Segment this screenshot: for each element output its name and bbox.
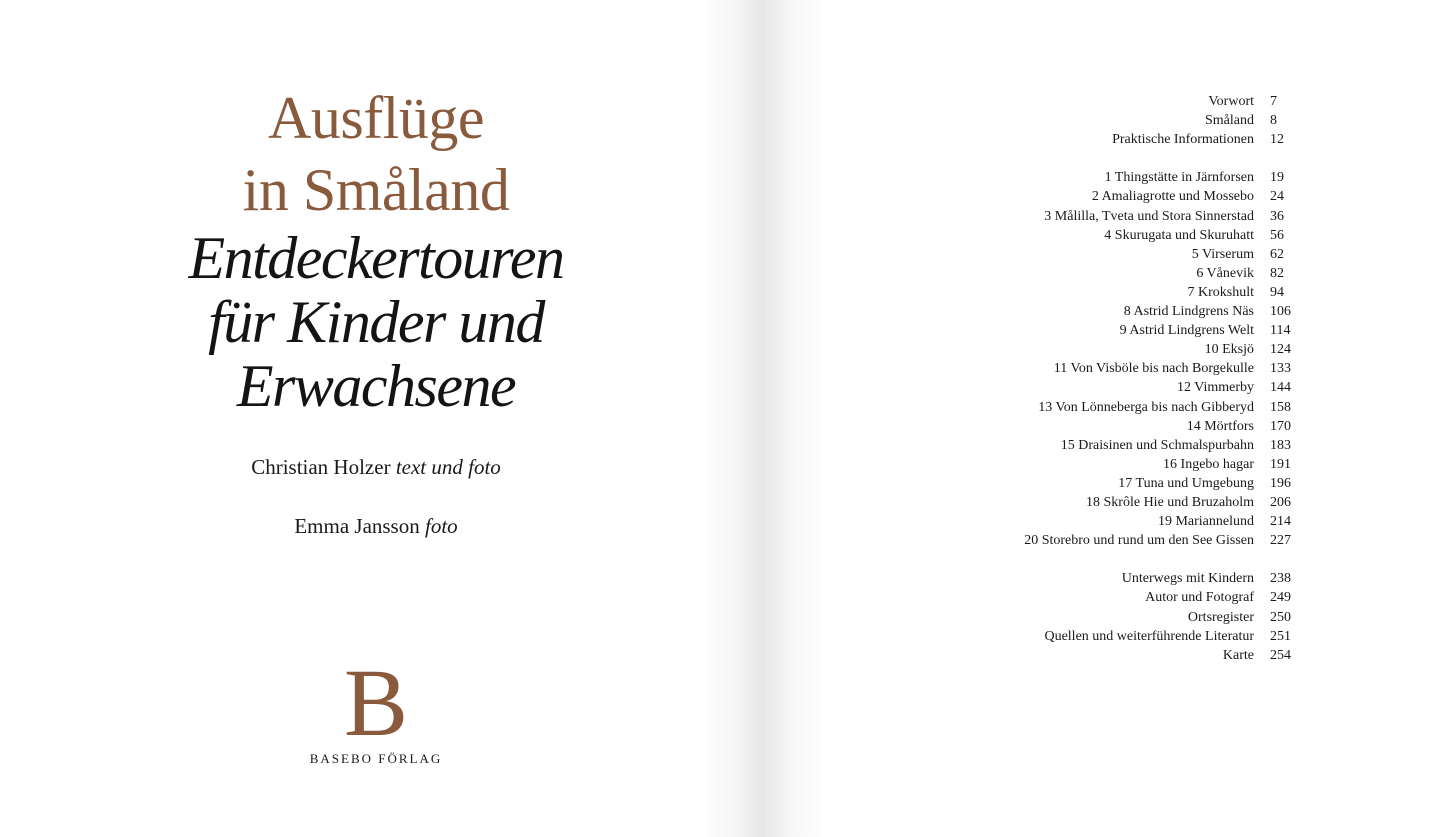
toc-entry bbox=[965, 283, 1305, 302]
book-title-line-2: in Småland bbox=[242, 157, 510, 223]
toc-entry bbox=[965, 398, 1305, 417]
toc-entry-page: 250 bbox=[1270, 609, 1291, 625]
toc-entry bbox=[965, 417, 1305, 436]
toc-spacer bbox=[965, 550, 1305, 569]
book-title-line-1: Ausflüge bbox=[268, 85, 484, 151]
toc-entry-page: 144 bbox=[1270, 380, 1291, 396]
toc-entry-page: 114 bbox=[1270, 323, 1291, 339]
contents-page bbox=[765, 0, 1445, 837]
toc-entry-title: 15 Draisinen und Schmalspurbahn bbox=[1060, 437, 1254, 453]
toc-entry bbox=[965, 455, 1305, 474]
author-credit bbox=[0, 455, 752, 480]
toc-entry bbox=[965, 493, 1305, 512]
toc-entry-page: 82 bbox=[1270, 265, 1284, 281]
toc-entry-title: 12 Vimmerby bbox=[1176, 380, 1254, 396]
toc-entry bbox=[965, 588, 1305, 607]
author-name: Christian Holzer bbox=[251, 455, 391, 479]
toc-entry-title: 2 Amaliagrotte und Mossebo bbox=[1091, 189, 1254, 205]
toc-entry bbox=[965, 627, 1305, 646]
toc-entry-page: 249 bbox=[1270, 590, 1291, 606]
toc-entry-page: 196 bbox=[1270, 475, 1291, 491]
toc-entry-title: Unterwegs mit Kindern bbox=[1121, 571, 1254, 587]
toc-entry-page: 94 bbox=[1270, 284, 1284, 300]
toc-entry-title: Ortsregister bbox=[1187, 609, 1254, 625]
toc-entry-title: 6 Vånevik bbox=[1196, 265, 1254, 281]
toc-entry-title: 20 Storebro und rund um den See Gissen bbox=[1024, 533, 1254, 549]
toc-entry bbox=[965, 569, 1305, 588]
toc-entry bbox=[965, 512, 1305, 531]
toc-entry-title: Autor und Fotograf bbox=[1145, 590, 1254, 606]
toc-entry-title: Vorwort bbox=[1208, 94, 1254, 109]
toc-entry bbox=[965, 187, 1305, 206]
photographer-role: foto bbox=[424, 514, 458, 538]
toc-entry-page: 19 bbox=[1270, 170, 1284, 186]
book-subtitle-line-3: Erwachsene bbox=[236, 353, 516, 419]
toc-entry bbox=[965, 474, 1305, 493]
toc-entry bbox=[965, 359, 1305, 378]
toc-entry-title: Quellen und weiterführende Literatur bbox=[1044, 628, 1254, 644]
book-subtitle-line-2: für Kinder und bbox=[208, 289, 544, 355]
toc-entry bbox=[965, 130, 1305, 149]
toc-entry-page: 191 bbox=[1270, 456, 1291, 472]
toc-entry-page: 214 bbox=[1270, 514, 1291, 530]
toc-entry-page: 8 bbox=[1270, 113, 1277, 129]
toc-entry-page: 170 bbox=[1270, 418, 1291, 434]
toc-entry-title: 14 Mörtfors bbox=[1186, 418, 1254, 434]
toc-entry-title: 13 Von Lönneberga bis nach Gibberyd bbox=[1038, 399, 1254, 415]
toc-entry-page: 62 bbox=[1270, 246, 1284, 262]
toc-entry bbox=[965, 264, 1305, 283]
toc-entry bbox=[965, 608, 1305, 627]
toc-entry-title: 3 Målilla, Tveta und Stora Sinnerstad bbox=[1044, 208, 1254, 224]
toc-entry-page: 206 bbox=[1270, 494, 1291, 510]
toc-entry-title: 17 Tuna und Umgebung bbox=[1118, 475, 1254, 491]
toc-entry bbox=[965, 92, 1305, 111]
book-subtitle-line-1: Entdeckertouren bbox=[188, 225, 564, 291]
photographer-name: Emma Jansson bbox=[294, 514, 420, 538]
toc-entry bbox=[965, 111, 1305, 130]
toc-entry-page: 36 bbox=[1270, 208, 1284, 224]
toc-entry bbox=[965, 321, 1305, 340]
toc-entry-page: 183 bbox=[1270, 437, 1291, 453]
toc-entry-page: 124 bbox=[1270, 342, 1291, 358]
toc-entry-title: 7 Krokshult bbox=[1187, 284, 1254, 300]
toc-entry-page: 227 bbox=[1270, 533, 1291, 549]
toc-entry-page: 238 bbox=[1270, 571, 1291, 587]
toc-entry-page: 7 bbox=[1270, 94, 1277, 109]
toc-entry bbox=[965, 245, 1305, 264]
toc-entry-title: 10 Eksjö bbox=[1204, 342, 1254, 358]
publisher-name: BASEBO FÖRLAG bbox=[309, 751, 443, 766]
toc-entry bbox=[965, 378, 1305, 397]
toc-entry-title: 19 Mariannelund bbox=[1157, 514, 1254, 530]
publisher-logo: B bbox=[343, 649, 409, 756]
toc-entry-page: 251 bbox=[1270, 628, 1291, 644]
toc-entry bbox=[965, 207, 1305, 226]
gutter-shadow-right bbox=[765, 0, 825, 837]
toc-entry-page: 24 bbox=[1270, 189, 1284, 205]
toc-entry-page: 158 bbox=[1270, 399, 1291, 415]
toc-entry-page: 106 bbox=[1270, 304, 1291, 320]
toc-entry bbox=[965, 302, 1305, 321]
toc-entry-title: 16 Ingebo hagar bbox=[1163, 456, 1254, 472]
toc-entry-page: 12 bbox=[1270, 132, 1284, 148]
toc-entry-title: 9 Astrid Lindgrens Welt bbox=[1119, 323, 1254, 339]
toc-entry-title: 5 Virserum bbox=[1191, 246, 1254, 262]
toc-entry-title: 18 Skrôle Hie und Bruzaholm bbox=[1086, 494, 1254, 510]
toc-entry bbox=[965, 436, 1305, 455]
toc-entry-title: 8 Astrid Lindgrens Näs bbox=[1123, 304, 1254, 320]
toc-entry-page: 254 bbox=[1270, 647, 1291, 663]
toc-entry-page: 56 bbox=[1270, 227, 1284, 243]
author-role: text und foto bbox=[395, 455, 501, 479]
toc-entry bbox=[965, 340, 1305, 359]
toc-spacer bbox=[965, 149, 1305, 168]
toc-entry bbox=[965, 531, 1305, 550]
photographer-credit bbox=[0, 514, 752, 539]
toc-entry-title: 11 Von Visböle bis nach Borgekulle bbox=[1053, 361, 1254, 377]
toc-entry-page: 133 bbox=[1270, 361, 1291, 377]
table-of-contents bbox=[965, 92, 1305, 665]
toc-entry-title: 4 Skurugata und Skuruhatt bbox=[1104, 227, 1254, 243]
toc-entry-title: Småland bbox=[1205, 113, 1254, 129]
book-title-block bbox=[0, 82, 752, 418]
toc-entry bbox=[965, 646, 1305, 665]
toc-entry-title: 1 Thingstätte in Järnforsen bbox=[1104, 170, 1254, 186]
toc-entry bbox=[965, 226, 1305, 245]
toc-entry-title: Karte bbox=[1222, 647, 1254, 663]
toc-entry-title: Praktische Informationen bbox=[1112, 132, 1254, 148]
toc-entry bbox=[965, 168, 1305, 187]
